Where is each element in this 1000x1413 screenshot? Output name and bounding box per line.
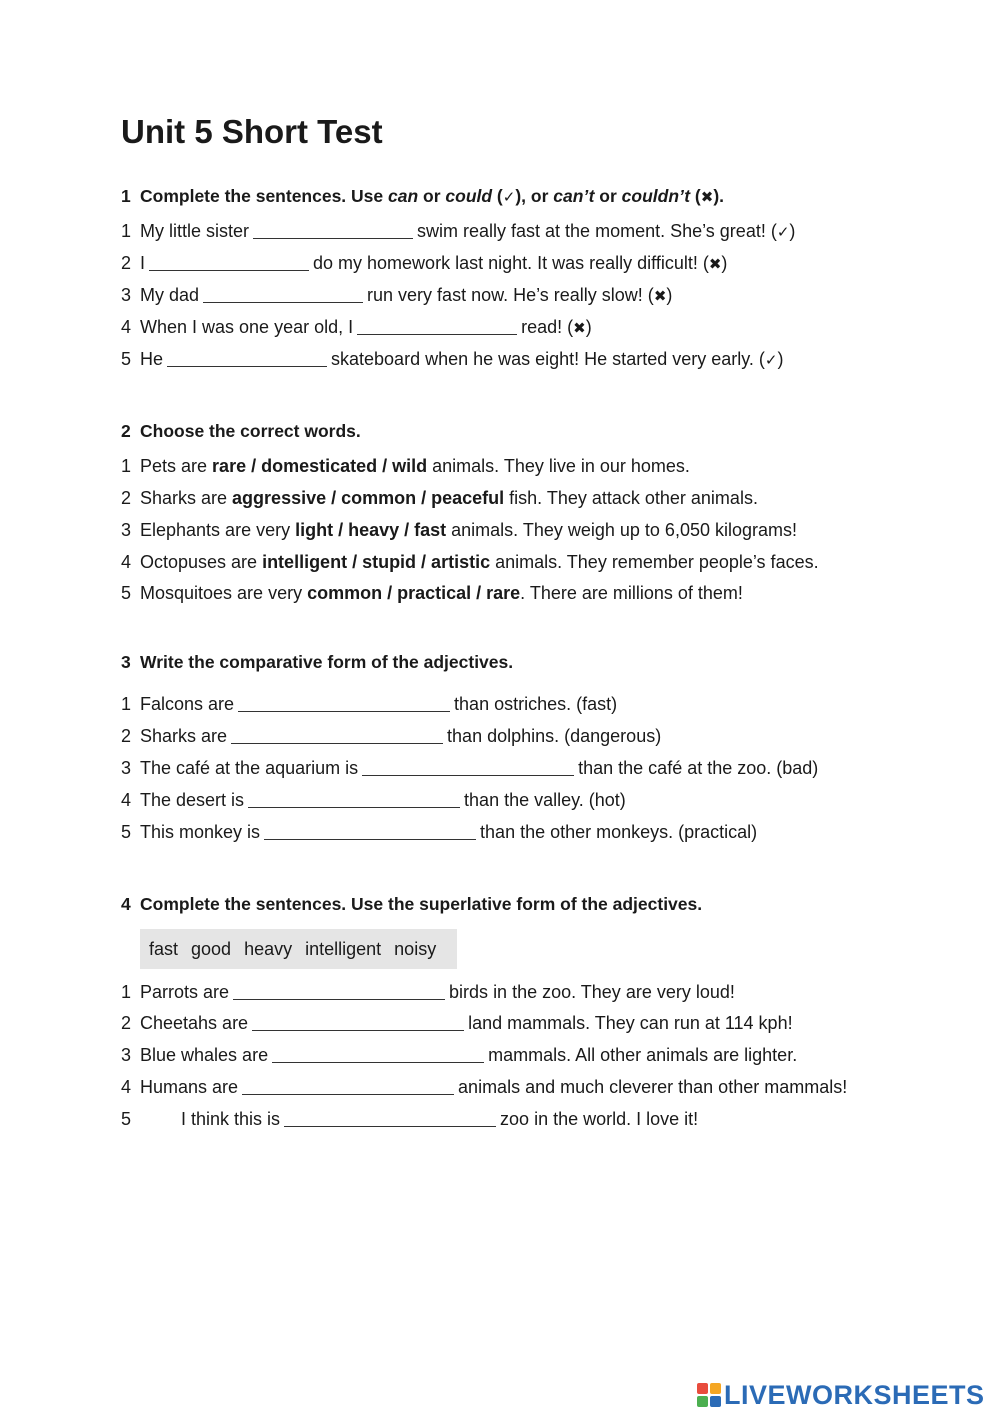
- list-item: 5 Mosquitoes are very common / practical / rare. There are millions of them!: [121, 583, 743, 603]
- word-choice[interactable]: rare / domesticated / wild: [212, 456, 428, 476]
- list-item: 5 I think this is zoo in the world. I love it!: [121, 1109, 699, 1129]
- list-item: 1 Parrots are birds in the zoo. They are very loud!: [121, 982, 735, 1002]
- list-item: 5 He skateboard when he was eight! He started very early. (✓): [121, 349, 784, 369]
- answer-blank[interactable]: [238, 695, 450, 712]
- answer-blank[interactable]: [167, 350, 327, 367]
- cross-icon: ✖: [708, 255, 722, 273]
- answer-blank[interactable]: [253, 222, 413, 239]
- word-choice[interactable]: aggressive / common / peaceful: [232, 488, 505, 508]
- section-4: [121, 892, 961, 1129]
- answer-blank[interactable]: [231, 727, 443, 744]
- list-item: 5 This monkey is than the other monkeys. (practical): [121, 822, 758, 842]
- list-item: 1 Falcons are than ostriches. (fast): [121, 694, 618, 714]
- cross-icon: ✖: [573, 319, 586, 337]
- section-1-instruction: 1 Complete the sentences. Use can or could (✓), or can’t or couldn’t (✖).: [121, 186, 725, 206]
- section-3-instruction: 3 Write the comparative form of the adjectives.: [121, 652, 514, 672]
- word-box: fast good heavy intelligent noisy: [140, 929, 457, 969]
- list-item: 2 I do my homework last night. It was really difficult! (✖): [121, 253, 728, 273]
- word-choice[interactable]: common / practical / rare: [307, 583, 521, 603]
- logo-text: LIVEWORKSHEETS: [724, 1379, 985, 1410]
- answer-blank[interactable]: [252, 1014, 464, 1031]
- list-item: 2 Cheetahs are land mammals. They can run at 114 kph!: [121, 1013, 793, 1033]
- answer-blank[interactable]: [203, 286, 363, 303]
- word-choice[interactable]: light / heavy / fast: [295, 520, 447, 540]
- page-title: Unit 5 Short Test: [121, 113, 383, 150]
- list-item: 4 Octopuses are intelligent / stupid / artistic animals. They remember people’s faces.: [121, 552, 819, 572]
- section-1: [121, 184, 961, 369]
- list-item: 1 My little sister swim really fast at the moment. She’s great! (✓): [121, 221, 796, 241]
- liveworksheets-logo[interactable]: [697, 1378, 985, 1412]
- answer-blank[interactable]: [242, 1078, 454, 1095]
- answer-blank[interactable]: [264, 823, 476, 840]
- section-2-instruction: 2 Choose the correct words.: [121, 421, 361, 441]
- answer-blank[interactable]: [248, 791, 460, 808]
- list-item: 2 Sharks are aggressive / common / peaceful fish. They attack other animals.: [121, 488, 758, 508]
- check-icon: ✓: [502, 188, 516, 206]
- list-item: 1 Pets are rare / domesticated / wild animals. They live in our homes.: [121, 456, 690, 476]
- list-item: 4 The desert is than the valley. (hot): [121, 790, 626, 810]
- answer-blank[interactable]: [362, 759, 574, 776]
- answer-blank[interactable]: [357, 318, 517, 335]
- cross-icon: ✖: [700, 188, 714, 206]
- list-item: 3 The café at the aquarium is than the café at the zoo. (bad): [121, 758, 819, 778]
- word-choice[interactable]: intelligent / stupid / artistic: [262, 552, 491, 572]
- answer-blank[interactable]: [149, 254, 309, 271]
- section-2: [121, 419, 961, 603]
- check-icon: ✓: [764, 351, 778, 369]
- cross-icon: ✖: [653, 287, 667, 305]
- list-item: 3 My dad run very fast now. He’s really slow! (✖): [121, 285, 673, 305]
- answer-blank[interactable]: [284, 1110, 496, 1127]
- answer-blank[interactable]: [233, 983, 445, 1000]
- check-icon: ✓: [776, 223, 790, 241]
- section-4-instruction: 4 Complete the sentences. Use the superlative form of the adjectives.: [121, 894, 703, 914]
- list-item: 3 Blue whales are mammals. All other animals are lighter.: [121, 1045, 798, 1065]
- answer-blank[interactable]: [272, 1046, 484, 1063]
- section-3: [121, 650, 961, 842]
- list-item: 3 Elephants are very light / heavy / fast animals. They weigh up to 6,050 kilograms!: [121, 520, 797, 540]
- list-item: 2 Sharks are than dolphins. (dangerous): [121, 726, 662, 746]
- list-item: 4 Humans are animals and much cleverer than other mammals!: [121, 1077, 848, 1097]
- logo-icon: [697, 1383, 721, 1407]
- list-item: 4 When I was one year old, I read! (✖): [121, 317, 592, 337]
